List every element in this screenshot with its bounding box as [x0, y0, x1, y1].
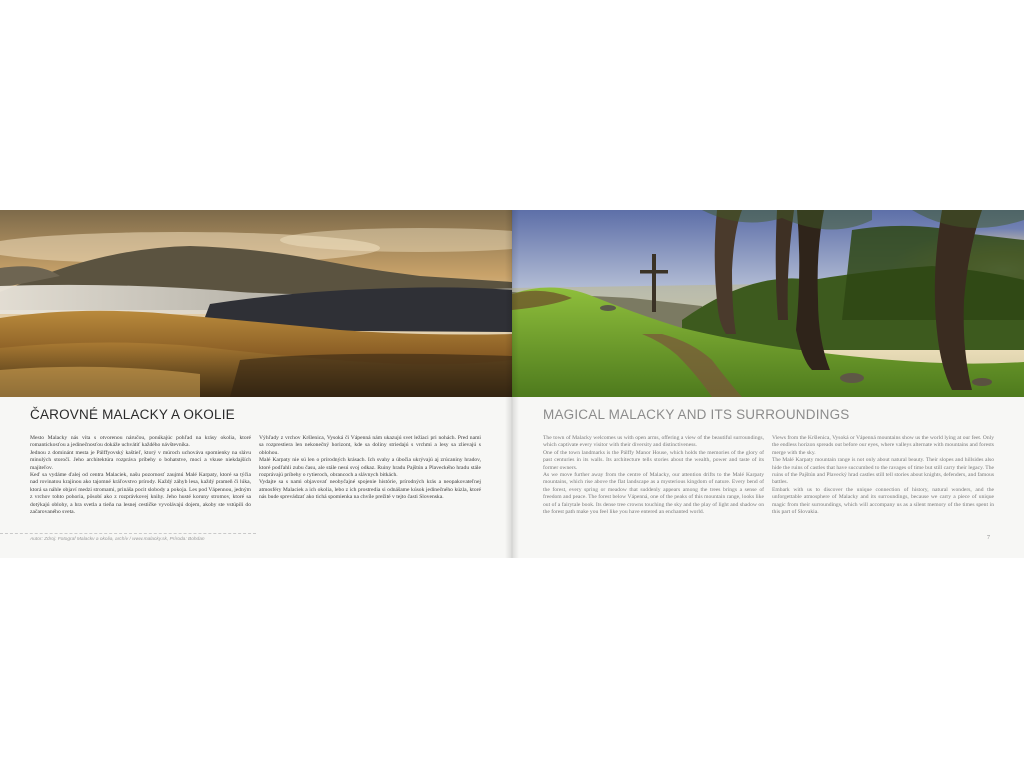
left-text-area — [0, 397, 512, 558]
photo-credit: Autor: Zdroj: Fotograf Malackv a okolia, archív / www.malacky.sk, Príroda: Bohdan — [30, 537, 205, 542]
page-number: 7 — [987, 535, 990, 541]
paragraph: Výhľady z vrchov Kršlenica, Vysoká či Vápenná nám ukazujú svet ležiaci pri nohách. Pred nami sa rozprestiera len nekonečný horizont, kde sa doliny striedajú s vrchmi a lesy sa zlievajú s oblohou. — [259, 435, 481, 456]
text-column-1 — [543, 435, 764, 533]
book-spread — [0, 210, 1024, 558]
book-gutter-shadow — [505, 210, 519, 558]
paragraph: Malé Karpaty nie sú len o prírodných krásach. Ich svahy a úbočia ukrývajú aj zrúcaniny hradov, ktoré podľahli zubu času, ale stále nesú svoj odkaz. Ruiny hradu Pajštún a Plaveckého hradu stále rozprávajú príbehy o rytieroch, obrancoch a slávnych bitkách. — [259, 457, 481, 479]
right-page — [512, 210, 1024, 558]
paragraph: The town of Malacky welcomes us with open arms, offering a view of the beautiful surroundings, which captivate every visitor with their diversity and distinctiveness. — [543, 435, 764, 449]
mountain-landscape-photo — [0, 210, 512, 397]
paragraph: Views from the Kršlenica, Vysoká or Vápenná mountains show us the world lying at our feet. Only the endless horizon spreads out before our eyes, where valleys alternate with mountains and forests merge with the sky. — [772, 435, 994, 456]
left-page — [0, 210, 512, 558]
paragraph: Vydajte sa s nami objavovať neobyčajné spojenie histórie, prírodných krás a neopakovateľnej atmosféry Malaciek a ich okolia, lebo z ich prostredia si odnášame kúsok jedinečného kúzla, ktoré nás bude sprevádzať ako tichá spomienka na chvíle prežité v tejto časti Slovenska. — [259, 479, 481, 501]
paragraph: Mesto Malacky nás víta s otvorenou náručou, ponúkajúc pohľad na krásy okolia, ktoré romantickosťou a jedinečnosťou dokáže uchvátiť každého návštevníka. — [30, 435, 251, 449]
credit-divider — [0, 533, 256, 534]
paragraph: Keď sa vydáme ďalej od centra Malaciek, našu pozornosť zaujmú Malé Karpaty, ktoré sa týčia nad rovinatou krajinou ako tajomné kráľovstvo prírody. Každý záhyb lesa, každý prameň či lúka, ktorá sa náhle objaví medzi stromami, prináša pocit slobody a pokoja. Les pod Vápennou, jedným z vrchov tohto pohoria, pôsobí ako z rozprávkovej knihy. Jeho husté koruny stromov, ktoré sa dotýkajú oblohy, a hra svetla a tieňa na lesnej cestičke vyvolávajú dojem, akoby ste vstúpili do začarovaného sveta. — [30, 472, 251, 516]
paragraph: As we move further away from the centre of Malacky, our attention drifts to the Malé Karpaty mountains, which rise above the flat landscape as a mysterious kingdom of nature. Every bend of the forest, every spring or meadow that suddenly appears among the trees brings a sense of freedom and peace. The forest below Vápenná, one of the peaks of this mountain range, looks like out of a fairytale book. Its dense tree crowns touching the sky and the play of light and shadow on the forest path make you feel like you have entered an enchanted world. — [543, 472, 764, 516]
page-heading: MAGICAL MALACKY AND ITS SURROUNDINGS — [543, 407, 850, 422]
paragraph: One of the town landmarks is the Pálffy Manor House, which holds the memories of the glory of past centuries in its walls. Its architecture tells stories about the wealth, power and taste of its former owners. — [543, 449, 764, 471]
text-column-2 — [259, 435, 481, 533]
paragraph: Jednou z dominánt mesta je Pálffyovský kaštieľ, ktorý v múroch uchováva spomienky na slávu minulých storočí. Jeho architektúra rozpráva príbehy o bohatstve, moci a vkuse niekdajších majiteľov. — [30, 449, 251, 471]
paragraph: The Malé Karpaty mountain range is not only about natural beauty. Their slopes and hillsides also hide the ruins of castles that have succumbed to the ravages of time but still carry their legacy. The ruins of the Pajštún and Plavecký hrad castles still tell stories about knights, defenders, and famous battles. — [772, 457, 994, 486]
right-text-area — [512, 397, 1024, 558]
page-heading: ČAROVNÉ MALACKY A OKOLIE — [30, 407, 235, 422]
text-column-1 — [30, 435, 251, 533]
forest-cross-photo — [512, 210, 1024, 397]
text-column-2 — [772, 435, 994, 533]
paragraph: Embark with us to discover the unique connection of history, natural wonders, and the unforgettable atmosphere of Malacky and its surroundings, because we carry a piece of unique magic from their surroundings, which will accompany us as a silent memory of the times spent in this part of Slovakia. — [772, 486, 994, 516]
